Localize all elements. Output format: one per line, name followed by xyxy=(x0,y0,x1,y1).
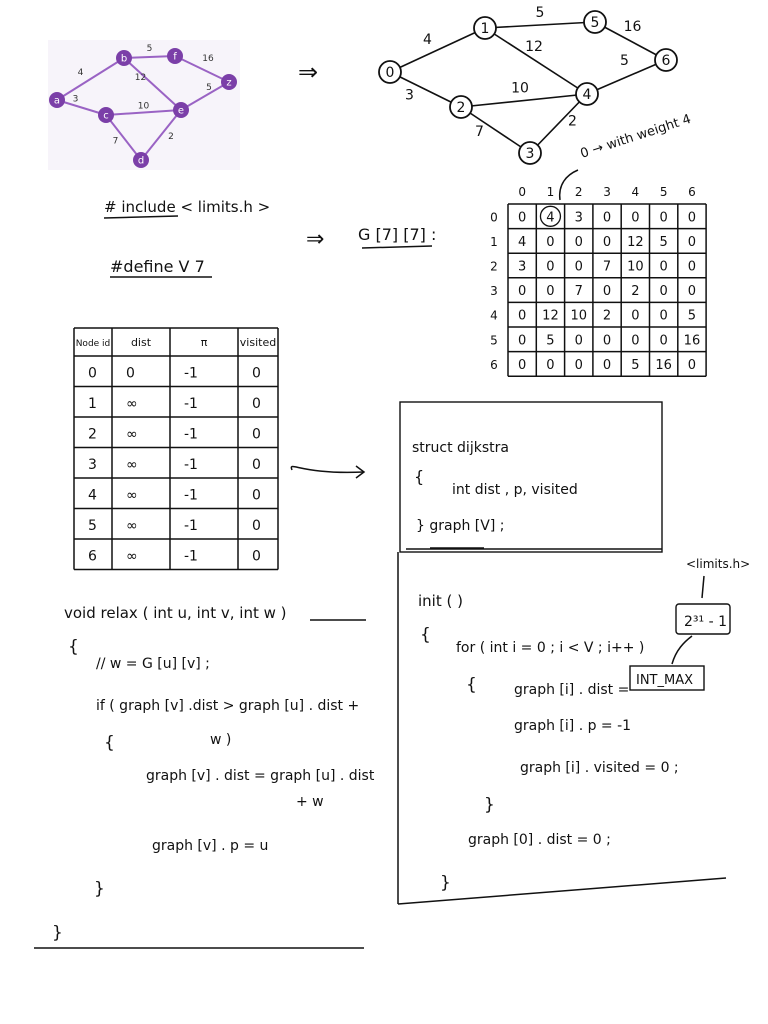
big-edge-weight: 16 xyxy=(623,19,642,35)
table-cell: -1 xyxy=(184,456,198,473)
relax-line-8: + w xyxy=(296,794,324,810)
matrix-row-header: 3 xyxy=(490,284,498,299)
matrix-cell: 5 xyxy=(687,308,697,324)
table-cell: -1 xyxy=(184,395,198,412)
weight-note: 0 → with weight 4 xyxy=(578,111,693,162)
big-edge-weight: 3 xyxy=(405,87,414,104)
matrix-cell: 3 xyxy=(574,210,583,226)
table-cell: ∞ xyxy=(126,426,138,443)
matrix-cell: 0 xyxy=(574,234,583,250)
init-line-10: } xyxy=(440,873,451,893)
small-edge-weight: 5 xyxy=(146,44,153,54)
small-edge-weight: 4 xyxy=(77,68,84,78)
matrix-cell: 0 xyxy=(602,357,612,373)
init-line-5: graph [i] . dist = xyxy=(514,682,630,698)
matrix-cell: 16 xyxy=(655,357,672,373)
struct-line-1: struct dijkstra xyxy=(412,440,509,456)
init-line-1: init ( ) xyxy=(418,592,463,610)
matrix-cell: 0 xyxy=(518,284,527,300)
matrix-cell: 0 xyxy=(631,210,640,226)
relax-line-7: graph [v] . dist = graph [u] . dist xyxy=(146,768,375,784)
matrix-cell: 0 xyxy=(659,333,668,349)
matrix-cell: 5 xyxy=(659,234,668,250)
matrix-cell: 0 xyxy=(659,284,668,300)
callout-value: 2³¹ - 1 xyxy=(684,614,727,630)
big-edge-34 xyxy=(530,94,587,153)
table-cell: ∞ xyxy=(126,456,138,473)
table-cell: ∞ xyxy=(126,395,138,412)
small-node-label: e xyxy=(177,105,185,117)
matrix-cell: 7 xyxy=(602,259,612,275)
big-edge-weight: 7 xyxy=(475,124,484,140)
small-edge-weight: 7 xyxy=(112,136,119,147)
struct-line-3: int dist , p, visited xyxy=(452,482,578,498)
init-line-7: graph [i] . visited = 0 ; xyxy=(520,760,679,776)
matrix-cell: 0 xyxy=(518,357,527,373)
matrix-cell: 4 xyxy=(518,234,527,250)
big-edge-weight: 12 xyxy=(525,39,543,55)
matrix-cell: 0 xyxy=(574,357,583,373)
init-line-9: graph [0] . dist = 0 ; xyxy=(468,832,611,848)
relax-line-10: } xyxy=(94,879,105,899)
table-cell: 3 xyxy=(88,456,97,473)
matrix-cell: 0 xyxy=(574,333,583,349)
matrix-cell: 10 xyxy=(570,308,588,324)
big-node-label: 5 xyxy=(590,15,600,31)
init-line-3: for ( int i = 0 ; i < V ; i++ ) xyxy=(456,640,645,656)
small-node-label: b xyxy=(120,53,128,65)
small-edge-weight: 12 xyxy=(134,73,147,83)
relax-line-6: { xyxy=(104,733,115,753)
relax-line-2: { xyxy=(68,637,79,657)
table-cell: -1 xyxy=(184,548,198,565)
big-node-label: 4 xyxy=(582,87,592,103)
table-cell: ∞ xyxy=(126,517,138,534)
matrix-cell: 0 xyxy=(659,259,668,275)
matrix-label-underline xyxy=(362,246,432,248)
small-edge-weight: 2 xyxy=(168,132,174,142)
matrix-row-header: 5 xyxy=(490,333,498,348)
matrix-cell: 0 xyxy=(546,259,555,275)
matrix-col-header: 0 xyxy=(518,185,526,199)
init-line-2: { xyxy=(420,625,431,645)
node-table xyxy=(74,328,278,570)
table-header: π xyxy=(200,336,208,349)
define-line: #define V 7 xyxy=(110,257,205,276)
big-edge-weight: 2 xyxy=(568,113,577,130)
matrix-cell: 0 xyxy=(546,357,555,373)
matrix-cell: 16 xyxy=(683,333,701,349)
table-header: dist xyxy=(130,336,152,349)
table-cell: 0 xyxy=(252,487,261,504)
table-cell: 0 xyxy=(126,365,135,382)
matrix-col-header: 4 xyxy=(631,185,640,199)
table-cell: 2 xyxy=(88,426,97,443)
table-cell: 6 xyxy=(88,548,97,565)
int-max: INT_MAX xyxy=(636,673,694,688)
table-cell: -1 xyxy=(184,365,198,382)
matrix-cell: 0 xyxy=(546,234,555,250)
matrix-row-header: 1 xyxy=(490,234,498,249)
matrix-col-header: 1 xyxy=(546,185,555,199)
matrix-row-header: 4 xyxy=(490,308,498,323)
small-node-label: f xyxy=(173,51,177,63)
relax-line-3: // w = G [u] [v] ; xyxy=(96,656,210,672)
small-edge-weight: 10 xyxy=(137,101,150,112)
struct-box xyxy=(400,402,662,552)
matrix-cell: 0 xyxy=(602,284,612,300)
matrix-cell: 0 xyxy=(687,259,697,275)
table-cell: -1 xyxy=(184,517,198,534)
matrix-cell: 0 xyxy=(659,210,668,226)
small-edge-weight: 3 xyxy=(72,94,79,105)
arrow-2: ⇒ xyxy=(306,227,325,252)
relax-line-5: w ) xyxy=(210,732,232,748)
relax-line-9: graph [v] . p = u xyxy=(152,838,269,854)
matrix-cell: 12 xyxy=(627,234,644,250)
matrix-row-header: 0 xyxy=(490,210,498,225)
table-cell: 5 xyxy=(88,517,97,534)
struct-line-2: { xyxy=(414,467,425,486)
matrix-cell: 0 xyxy=(518,333,527,349)
big-edge-weight: 4 xyxy=(423,32,432,48)
small-edge-weight: 5 xyxy=(206,83,212,93)
big-node-label: 0 xyxy=(385,65,395,81)
adjacency-matrix xyxy=(490,185,706,376)
small-node-label: c xyxy=(103,110,109,122)
matrix-cell: 7 xyxy=(574,284,583,300)
table-cell: 0 xyxy=(252,517,261,534)
matrix-cell: 0 xyxy=(574,259,583,275)
table-header: Node id xyxy=(75,339,111,349)
matrix-col-header: 3 xyxy=(603,185,611,199)
table-cell: ∞ xyxy=(126,548,138,565)
arrow-1: ⇒ xyxy=(298,58,319,86)
matrix-label: G [7] [7] : xyxy=(358,225,437,244)
big-edge-14 xyxy=(485,28,587,94)
big-edge-23 xyxy=(461,107,530,153)
table-cell: 0 xyxy=(252,395,261,412)
big-node-label: 1 xyxy=(480,21,490,37)
big-edge-01 xyxy=(390,28,485,72)
matrix-col-header: 6 xyxy=(688,185,696,199)
big-edge-weight: 5 xyxy=(535,5,545,21)
matrix-cell: 0 xyxy=(602,210,612,226)
table-cell: 4 xyxy=(88,487,97,504)
big-edge-weight: 5 xyxy=(620,53,629,69)
matrix-cell: 2 xyxy=(602,308,612,324)
matrix-cell: 4 xyxy=(546,210,555,226)
table-cell: -1 xyxy=(184,487,198,504)
table-cell: 1 xyxy=(88,395,97,412)
init-line-4: { xyxy=(466,675,477,695)
matrix-cell: 0 xyxy=(546,284,555,300)
table-cell: 0 xyxy=(252,456,261,473)
matrix-cell: 0 xyxy=(631,333,640,349)
init-line-8: } xyxy=(484,795,495,815)
table-cell: 0 xyxy=(88,365,97,382)
table-cell: ∞ xyxy=(126,487,138,504)
connector-arrow xyxy=(291,467,364,473)
matrix-row-header: 6 xyxy=(490,357,498,372)
matrix-cell: 0 xyxy=(687,357,697,373)
small-node-label: z xyxy=(226,77,232,89)
table-cell: 0 xyxy=(252,426,261,443)
matrix-col-header: 2 xyxy=(574,185,583,199)
table-cell: -1 xyxy=(184,426,198,443)
include-line: # include < limits.h > xyxy=(104,198,271,216)
big-node-label: 3 xyxy=(525,146,535,162)
matrix-cell: 5 xyxy=(631,357,640,373)
small-graph xyxy=(48,40,240,170)
matrix-cell: 3 xyxy=(518,259,527,275)
matrix-row-header: 2 xyxy=(490,259,498,274)
table-cell: 0 xyxy=(252,548,261,565)
table-header: visited xyxy=(239,336,277,349)
big-edge-15 xyxy=(485,22,595,28)
matrix-cell: 0 xyxy=(687,210,697,226)
matrix-cell: 0 xyxy=(518,210,527,226)
matrix-cell: 0 xyxy=(602,234,612,250)
relax-line-1: void relax ( int u, int v, int w ) xyxy=(64,604,287,622)
matrix-cell: 0 xyxy=(631,308,640,324)
matrix-cell: 0 xyxy=(518,308,527,324)
big-edge-weight: 10 xyxy=(511,80,529,97)
relax-line-4: if ( graph [v] .dist > graph [u] . dist + xyxy=(96,698,360,714)
table-cell: 0 xyxy=(252,365,261,382)
matrix-cell: 0 xyxy=(687,234,697,250)
matrix-cell: 2 xyxy=(631,284,640,300)
big-node-label: 6 xyxy=(661,53,671,69)
include-underline xyxy=(104,216,178,218)
matrix-col-header: 5 xyxy=(659,185,668,199)
init-code xyxy=(398,549,750,904)
matrix-cell: 5 xyxy=(546,333,555,349)
matrix-cell: 0 xyxy=(602,333,612,349)
callout-note: <limits.h> xyxy=(686,557,751,571)
callout-arrow xyxy=(672,636,692,664)
matrix-cell: 0 xyxy=(659,308,668,324)
callout-note-arrow xyxy=(702,576,704,598)
big-node-label: 2 xyxy=(456,100,466,116)
matrix-cell: 0 xyxy=(687,284,697,300)
struct-line-4: } graph [V] ; xyxy=(416,518,505,534)
relax-line-11: } xyxy=(52,923,63,943)
small-node-label: d xyxy=(137,155,145,167)
small-node-label: a xyxy=(53,95,61,107)
init-line-6: graph [i] . p = -1 xyxy=(514,718,632,734)
matrix-cell: 10 xyxy=(627,259,644,275)
matrix-cell: 12 xyxy=(542,308,559,324)
relax-code xyxy=(34,604,375,948)
small-edge-weight: 16 xyxy=(202,54,214,64)
